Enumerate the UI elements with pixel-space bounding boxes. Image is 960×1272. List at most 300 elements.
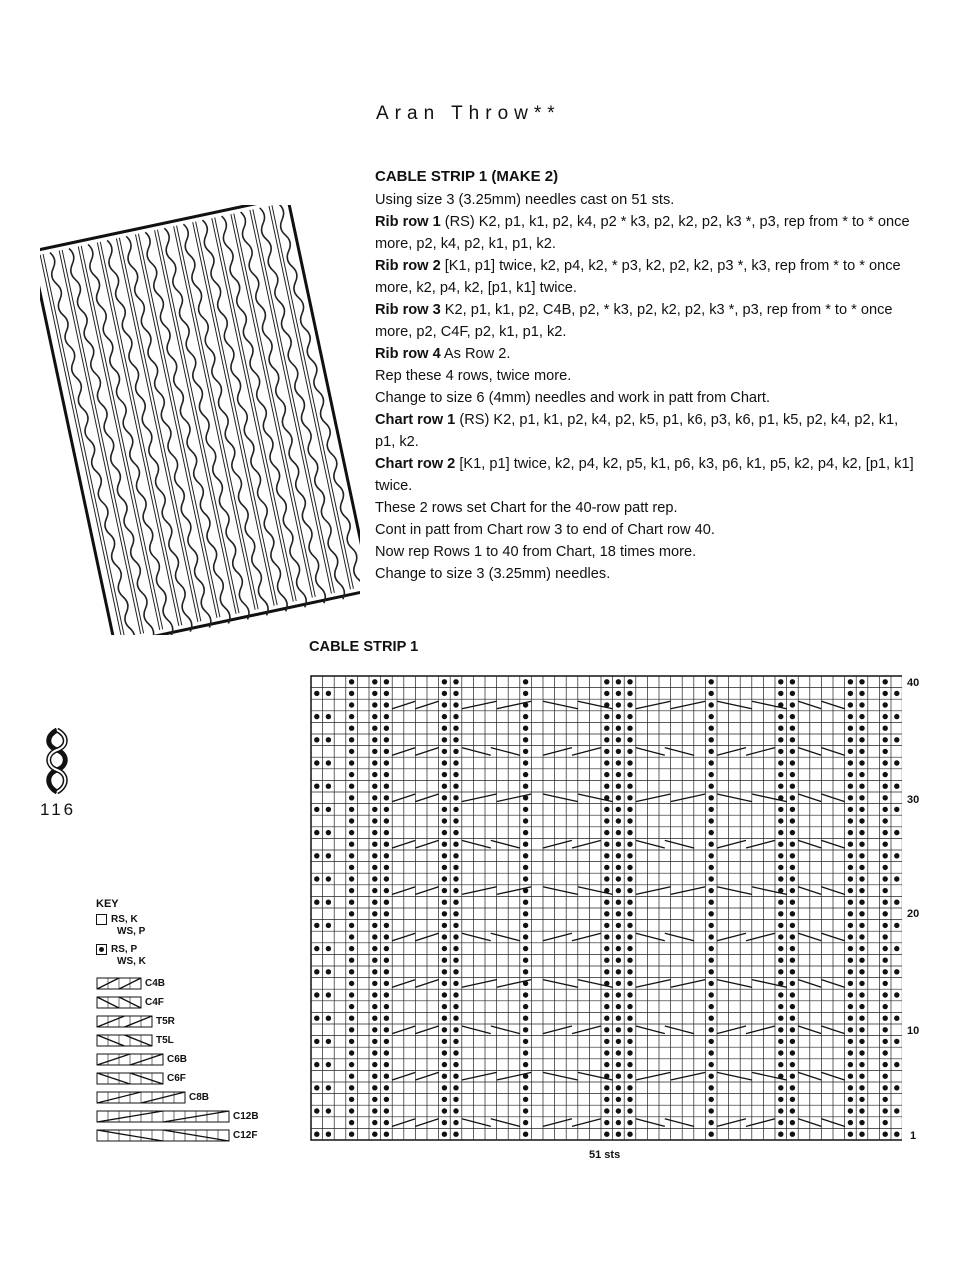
purl-stitch: [859, 1097, 864, 1102]
purl-stitch: [604, 726, 609, 731]
purl-stitch: [790, 679, 795, 684]
purl-stitch: [848, 784, 853, 789]
purl-stitch: [326, 853, 331, 858]
purl-stitch: [523, 1097, 528, 1102]
purl-stitch: [523, 1132, 528, 1137]
key-label: T5R: [156, 1016, 175, 1027]
purl-stitch: [616, 1074, 621, 1079]
purl-stitch: [349, 1097, 354, 1102]
purl-stitch: [627, 1085, 632, 1090]
purl-stitch: [848, 726, 853, 731]
purl-stitch: [349, 969, 354, 974]
purl-stitch: [616, 958, 621, 963]
purl-stitch: [349, 958, 354, 963]
purl-stitch: [523, 807, 528, 812]
purl-stitch: [848, 749, 853, 754]
instruction-line: [375, 211, 920, 255]
purl-stitch: [859, 1050, 864, 1055]
purl-stitch: [442, 726, 447, 731]
purl-stitch: [883, 1074, 888, 1079]
purl-stitch: [790, 888, 795, 893]
purl-stitch: [859, 749, 864, 754]
purl-stitch: [349, 934, 354, 939]
purl-stitch: [709, 1097, 714, 1102]
purl-stitch: [883, 911, 888, 916]
purl-stitch: [616, 876, 621, 881]
purl-stitch: [604, 958, 609, 963]
purl-stitch: [627, 784, 632, 789]
purl-stitch: [790, 876, 795, 881]
purl-stitch: [604, 1016, 609, 1021]
purl-stitch: [372, 818, 377, 823]
purl-stitch: [372, 726, 377, 731]
row-label: 1: [910, 1130, 917, 1142]
purl-stitch: [778, 911, 783, 916]
purl-stitch: [442, 969, 447, 974]
purl-stitch: [883, 702, 888, 707]
purl-stitch: [883, 726, 888, 731]
purl-stitch: [627, 969, 632, 974]
purl-stitch: [627, 934, 632, 939]
purl-stitch: [709, 749, 714, 754]
purl-stitch: [790, 807, 795, 812]
instruction-text: [K1, p1] twice, k2, p4, k2, p5, k1, p6, k3, p6, k1, p5, k2, p4, k2, [p1, k1] twice.: [375, 456, 914, 494]
purl-stitch: [627, 691, 632, 696]
purl-stitch: [894, 1062, 899, 1067]
purl-stitch: [523, 1050, 528, 1055]
purl-stitch: [523, 865, 528, 870]
purl-stitch: [349, 795, 354, 800]
purl-stitch: [616, 969, 621, 974]
purl-stitch: [616, 842, 621, 847]
purl-stitch: [384, 969, 389, 974]
purl-stitch: [453, 853, 458, 858]
purl-stitch: [453, 737, 458, 742]
purl-stitch: [627, 1050, 632, 1055]
purl-stitch: [894, 737, 899, 742]
purl-stitch: [372, 958, 377, 963]
purl-stitch: [627, 737, 632, 742]
purl-stitch: [453, 900, 458, 905]
purl-stitch: [616, 1016, 621, 1021]
c4b-icon: [96, 977, 142, 990]
purl-stitch: [384, 737, 389, 742]
purl-stitch: [883, 1004, 888, 1009]
purl-stitch: [604, 1039, 609, 1044]
purl-stitch: [372, 923, 377, 928]
purl-stitch: [523, 691, 528, 696]
purl-stitch: [384, 807, 389, 812]
purl-stitch: [859, 842, 864, 847]
purl-stitch: [384, 691, 389, 696]
purl-stitch: [848, 737, 853, 742]
purl-stitch: [616, 714, 621, 719]
purl-stitch: [616, 1050, 621, 1055]
purl-stitch: [453, 934, 458, 939]
purl-stitch: [523, 818, 528, 823]
purl-stitch: [372, 1050, 377, 1055]
purl-stitch: [604, 1062, 609, 1067]
purl-stitch: [883, 1108, 888, 1113]
purl-stitch: [442, 911, 447, 916]
purl-stitch: [709, 911, 714, 916]
purl-stitch: [349, 737, 354, 742]
purl-stitch: [523, 911, 528, 916]
purl-stitch: [604, 807, 609, 812]
purl-stitch: [790, 749, 795, 754]
purl-stitch: [372, 784, 377, 789]
purl-stitch: [894, 1085, 899, 1090]
purl-stitch: [372, 981, 377, 986]
purl-stitch: [384, 1120, 389, 1125]
purl-stitch: [859, 830, 864, 835]
purl-stitch: [523, 714, 528, 719]
purl-stitch: [604, 1004, 609, 1009]
key-label: C8B: [189, 1092, 210, 1103]
purl-stitch: [859, 981, 864, 986]
purl-stitch: [384, 1039, 389, 1044]
instruction-text: Now rep Rows 1 to 40 from Chart, 18 times more.: [375, 544, 697, 560]
purl-stitch: [778, 842, 783, 847]
purl-stitch: [326, 691, 331, 696]
purl-stitch: [453, 691, 458, 696]
purl-stitch: [616, 865, 621, 870]
purl-stitch: [790, 691, 795, 696]
purl-stitch: [604, 969, 609, 974]
purl-stitch: [314, 714, 319, 719]
purl-stitch: [883, 981, 888, 986]
purl-stitch: [790, 992, 795, 997]
purl-stitch: [453, 760, 458, 765]
purl-stitch: [883, 1132, 888, 1137]
purl-stitch: [314, 1039, 319, 1044]
purl-stitch: [442, 876, 447, 881]
purl-stitch: [709, 784, 714, 789]
t5r-icon: [96, 1015, 153, 1028]
instruction-text: Change to size 3 (3.25mm) needles.: [375, 566, 611, 582]
purl-stitch: [442, 1132, 447, 1137]
purl-stitch: [790, 981, 795, 986]
purl-stitch: [883, 842, 888, 847]
purl-stitch: [859, 958, 864, 963]
purl-stitch: [616, 888, 621, 893]
purl-stitch: [314, 807, 319, 812]
purl-stitch: [778, 946, 783, 951]
purl-stitch: [848, 1097, 853, 1102]
purl-stitch: [616, 1132, 621, 1137]
purl-stitch: [314, 760, 319, 765]
purl-stitch: [616, 1004, 621, 1009]
purl-stitch: [442, 1085, 447, 1090]
purl-stitch: [326, 946, 331, 951]
purl-stitch: [349, 807, 354, 812]
purl-stitch: [349, 691, 354, 696]
purl-stitch: [627, 911, 632, 916]
key-item: [96, 1012, 259, 1031]
key-item: RS, P WS, K: [96, 944, 259, 974]
purl-stitch: [778, 1120, 783, 1125]
purl-stitch: [627, 865, 632, 870]
key-label: C6F: [167, 1073, 186, 1084]
purl-stitch: [883, 992, 888, 997]
purl-stitch: [349, 1004, 354, 1009]
purl-stitch: [453, 981, 458, 986]
purl-stitch: [372, 1120, 377, 1125]
purl-stitch: [349, 1085, 354, 1090]
purl-stitch: [790, 934, 795, 939]
purl-stitch: [709, 795, 714, 800]
purl-stitch: [442, 1120, 447, 1125]
purl-stitch: [627, 1120, 632, 1125]
purl-stitch: [453, 714, 458, 719]
purl-stitch: [709, 679, 714, 684]
purl-stitch: [349, 911, 354, 916]
purl-stitch: [442, 1062, 447, 1067]
purl-stitch: [894, 876, 899, 881]
purl-stitch: [709, 760, 714, 765]
purl-stitch: [848, 1132, 853, 1137]
purl-stitch: [442, 853, 447, 858]
purl-stitch: [314, 1016, 319, 1021]
purl-stitch: [790, 1039, 795, 1044]
purl-stitch: [604, 737, 609, 742]
instruction-text: (RS) K2, p1, k1, p2, k4, p2, k5, p1, k6, p3, k6, p1, k5, p2, k4, p2, k1, p1, k2.: [375, 412, 899, 450]
purl-stitch: [453, 992, 458, 997]
purl-stitch: [848, 830, 853, 835]
purl-stitch: [314, 1108, 319, 1113]
purl-stitch: [453, 923, 458, 928]
purl-stitch: [604, 784, 609, 789]
purl-stitch: [523, 760, 528, 765]
purl-stitch: [384, 1132, 389, 1137]
purl-stitch: [616, 691, 621, 696]
purl-stitch: [384, 784, 389, 789]
purl-stitch: [523, 1004, 528, 1009]
c6b-icon: [96, 1053, 164, 1066]
purl-stitch: [883, 772, 888, 777]
purl-stitch: [604, 818, 609, 823]
purl-stitch: [453, 726, 458, 731]
purl-stitch: [372, 1016, 377, 1021]
purl-stitch: [790, 1097, 795, 1102]
purl-stitch: [616, 923, 621, 928]
purl-stitch: [894, 900, 899, 905]
purl-stitch: [349, 923, 354, 928]
purl-stitch: [604, 934, 609, 939]
purl-stitch: [778, 737, 783, 742]
instruction-line: [375, 189, 920, 211]
purl-stitch: [442, 923, 447, 928]
purl-stitch: [384, 958, 389, 963]
purl-stitch: [523, 923, 528, 928]
purl-stitch: [859, 726, 864, 731]
pattern-instructions: [375, 166, 920, 585]
purl-stitch: [523, 1062, 528, 1067]
purl-stitch: [384, 911, 389, 916]
purl-stitch: [453, 958, 458, 963]
purl-stitch: [616, 679, 621, 684]
purl-stitch: [859, 702, 864, 707]
purl-stitch: [709, 691, 714, 696]
purl-stitch: [349, 865, 354, 870]
purl-stitch: [627, 1097, 632, 1102]
purl-stitch: [790, 702, 795, 707]
purl-stitch: [453, 1004, 458, 1009]
purl-stitch: [709, 714, 714, 719]
purl-stitch: [372, 934, 377, 939]
purl-stitch: [778, 865, 783, 870]
purl-stitch: [709, 1132, 714, 1137]
section-title: CABLE STRIP 1 (MAKE 2): [375, 168, 559, 185]
purl-stitch: [859, 691, 864, 696]
purl-stitch: [314, 923, 319, 928]
purl-stitch: [859, 853, 864, 858]
purl-stitch: [372, 1108, 377, 1113]
purl-stitch: [709, 807, 714, 812]
purl-stitch: [616, 1120, 621, 1125]
purl-stitch: [709, 1085, 714, 1090]
purl-stitch: [372, 807, 377, 812]
purl-stitch: [848, 1027, 853, 1032]
purl-stitch: [883, 958, 888, 963]
purl-stitch: [894, 969, 899, 974]
purl-stitch: [616, 737, 621, 742]
purl-stitch: [616, 807, 621, 812]
purl-stitch: [384, 900, 389, 905]
purl-stitch: [709, 946, 714, 951]
purl-stitch: [349, 853, 354, 858]
purl-stitch: [372, 1027, 377, 1032]
purl-stitch: [384, 876, 389, 881]
purl-stitch: [349, 830, 354, 835]
purl-stitch: [778, 958, 783, 963]
c8b-icon: [96, 1091, 186, 1104]
key-label: C12B: [233, 1111, 259, 1122]
instruction-line: [375, 387, 920, 409]
purl-stitch: [349, 714, 354, 719]
purl-stitch: [848, 807, 853, 812]
purl-stitch: [790, 1108, 795, 1113]
purl-stitch: [349, 900, 354, 905]
purl-stitch: [384, 1108, 389, 1113]
purl-stitch: [848, 702, 853, 707]
purl-stitch: [848, 923, 853, 928]
purl-stitch: [709, 888, 714, 893]
purl-stitch: [709, 772, 714, 777]
purl-stitch: [453, 946, 458, 951]
purl-stitch: [349, 1132, 354, 1137]
purl-stitch: [790, 1016, 795, 1021]
purl-stitch: [883, 876, 888, 881]
purl-stitch: [883, 714, 888, 719]
instruction-line: [375, 563, 920, 585]
purl-stitch: [453, 1097, 458, 1102]
purl-stitch: [790, 969, 795, 974]
purl-stitch: [453, 1039, 458, 1044]
purl-stitch: [326, 830, 331, 835]
purl-stitch: [314, 1132, 319, 1137]
key-label: T5L: [156, 1035, 174, 1046]
purl-stitch: [790, 1120, 795, 1125]
purl-stitch: [384, 865, 389, 870]
purl-stitch: [859, 1132, 864, 1137]
purl-stitch: [627, 981, 632, 986]
purl-stitch: [790, 1085, 795, 1090]
purl-stitch: [372, 679, 377, 684]
key-label: C4B: [145, 978, 166, 989]
purl-stitch: [616, 830, 621, 835]
purl-stitch: [894, 992, 899, 997]
purl-stitch: [848, 760, 853, 765]
purl-stitch: [848, 772, 853, 777]
purl-stitch: [442, 737, 447, 742]
purl-stitch: [778, 992, 783, 997]
purl-stitch: [848, 795, 853, 800]
purl-stitch: [894, 1132, 899, 1137]
purl-stitch: [778, 679, 783, 684]
purl-stitch: [709, 969, 714, 974]
key-item: [96, 1031, 259, 1050]
purl-stitch: [523, 900, 528, 905]
purl-stitch: [453, 1120, 458, 1125]
purl-stitch: [616, 853, 621, 858]
instruction-text: Cont in patt from Chart row 3 to end of Chart row 40.: [375, 522, 715, 538]
purl-stitch: [709, 842, 714, 847]
purl-stitch: [442, 934, 447, 939]
purl-stitch: [790, 958, 795, 963]
purl-stitch: [523, 1120, 528, 1125]
purl-stitch: [372, 865, 377, 870]
purl-stitch: [790, 1132, 795, 1137]
purl-stitch: [848, 1120, 853, 1125]
row-label: 40: [907, 677, 920, 689]
purl-stitch: [859, 772, 864, 777]
purl-stitch: [384, 992, 389, 997]
purl-stitch: [384, 749, 389, 754]
purl-stitch: [349, 992, 354, 997]
key-item: RS, K WS, P: [96, 914, 259, 944]
purl-stitch: [314, 1085, 319, 1090]
purl-stitch: [372, 911, 377, 916]
purl-stitch: [523, 784, 528, 789]
purl-stitch: [314, 946, 319, 951]
purl-stitch: [314, 992, 319, 997]
purl-stitch: [616, 1097, 621, 1102]
purl-stitch: [604, 900, 609, 905]
purl-stitch: [883, 1085, 888, 1090]
purl-stitch: [384, 934, 389, 939]
purl-stitch: [372, 1085, 377, 1090]
purl-stitch: [848, 1062, 853, 1067]
purl-stitch: [442, 1039, 447, 1044]
purl-stitch: [848, 934, 853, 939]
purl-stitch: [859, 818, 864, 823]
purl-stitch: [326, 1062, 331, 1067]
purl-stitch: [384, 1097, 389, 1102]
purl-stitch: [616, 1108, 621, 1113]
purl-stitch: [372, 737, 377, 742]
purl-stitch: [314, 784, 319, 789]
instruction-text: Rep these 4 rows, twice more.: [375, 368, 572, 384]
purl-stitch: [384, 946, 389, 951]
purl-stitch: [453, 969, 458, 974]
purl-stitch: [326, 1108, 331, 1113]
purl-stitch: [790, 1050, 795, 1055]
purl-stitch: [384, 1050, 389, 1055]
purl-stitch: [384, 1016, 389, 1021]
purl-stitch: [604, 1120, 609, 1125]
purl-stitch: [894, 853, 899, 858]
